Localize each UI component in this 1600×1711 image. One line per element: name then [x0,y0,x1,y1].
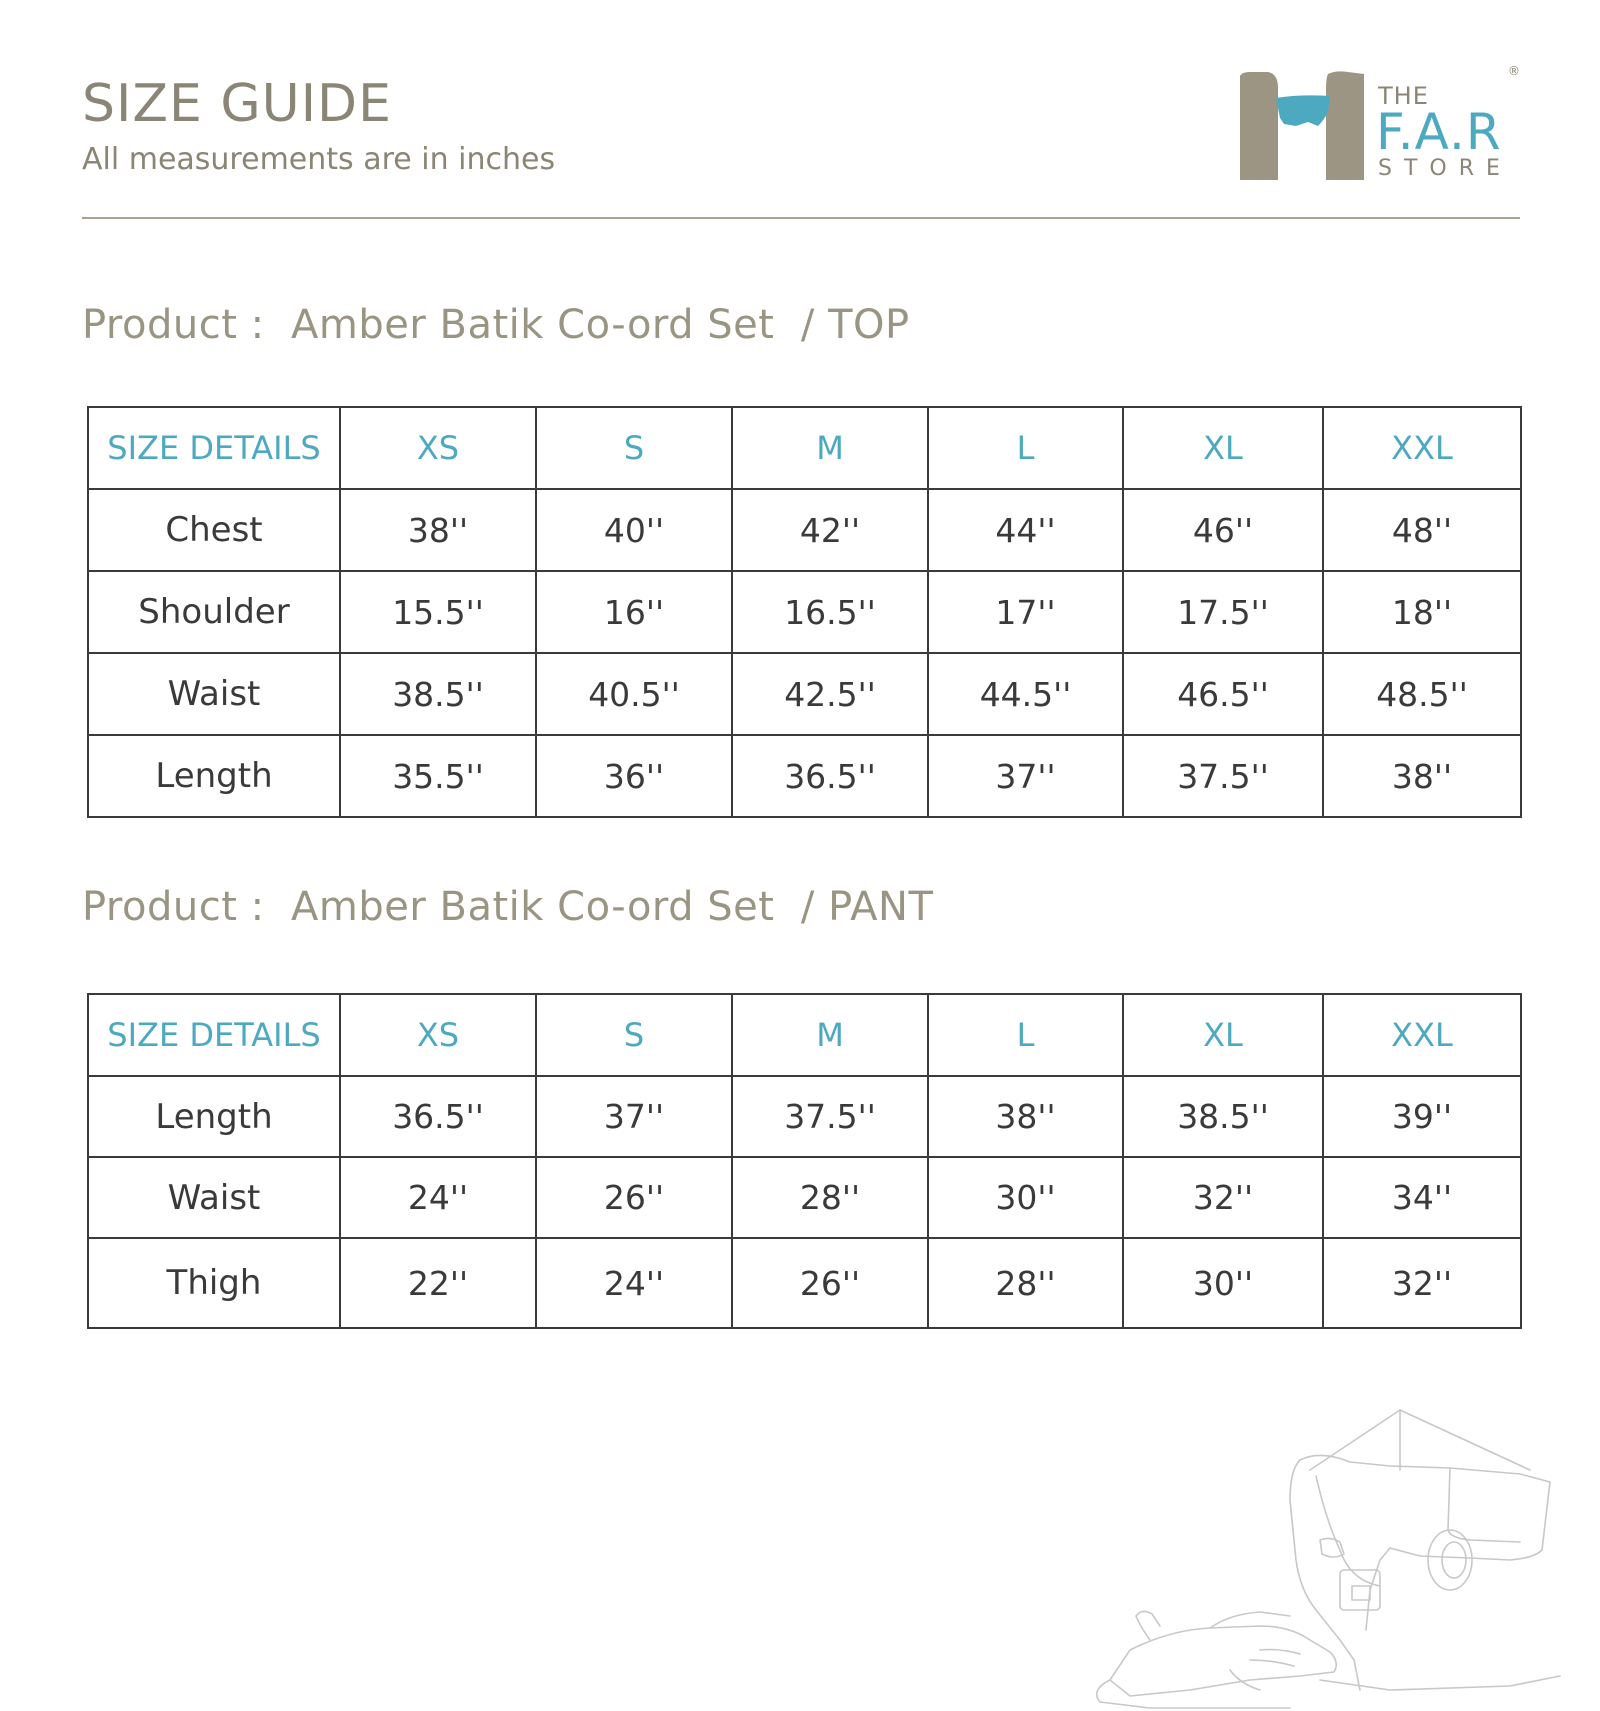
page-subtitle: All measurements are in inches [82,142,556,177]
table-cell: 16'' [536,571,732,653]
table-cell: 26'' [536,1157,732,1238]
header-cell: M [732,407,928,489]
logo-store-text: STORE [1378,156,1512,181]
table-cell: 44'' [928,489,1123,571]
header-cell: L [928,407,1123,489]
table-header-row [88,407,1521,489]
table-cell: 37.5'' [732,1076,928,1157]
sewing-machine-sketch-icon [1090,1390,1600,1711]
page-header [82,72,555,178]
header-cell: XL [1123,994,1323,1076]
logo-far-text: F.A.R [1376,103,1502,161]
table-cell: 39'' [1323,1076,1521,1157]
header-cell: XL [1123,407,1323,489]
table-cell: 42'' [732,489,928,571]
table-row [88,735,1521,817]
header-cell: S [536,994,732,1076]
table-cell: 32'' [1123,1157,1323,1238]
table-cell: 17'' [928,571,1123,653]
table-cell: 18'' [1323,571,1521,653]
header-cell: SIZE DETAILS [88,994,340,1076]
row-label: Thigh [88,1238,340,1328]
row-label: Chest [88,489,340,571]
top-product-title [82,302,910,348]
table-cell: 32'' [1323,1238,1521,1328]
table-cell: 42.5'' [732,653,928,735]
header-cell: XS [340,994,536,1076]
table-cell: 26'' [732,1238,928,1328]
header-cell: XXL [1323,994,1521,1076]
table-header-row [88,994,1521,1076]
table-row [88,1076,1521,1157]
table-cell: 37'' [928,735,1123,817]
table-cell: 34'' [1323,1157,1521,1238]
registered-mark: ® [1508,64,1520,78]
table-row [88,571,1521,653]
table-cell: 35.5'' [340,735,536,817]
header-divider [82,217,1520,219]
header-cell: XS [340,407,536,489]
brand-logo [1238,64,1522,184]
header-cell: M [732,994,928,1076]
pant-product-title [82,884,933,930]
table-cell: 38.5'' [1123,1076,1323,1157]
table-cell: 37.5'' [1123,735,1323,817]
pant-size-table [87,993,1522,1329]
row-label: Shoulder [88,571,340,653]
table-cell: 44.5'' [928,653,1123,735]
table-cell: 16.5'' [732,571,928,653]
table-cell: 46.5'' [1123,653,1323,735]
product-name: Amber Batik Co-ord Set [291,302,775,348]
table-cell: 28'' [928,1238,1123,1328]
product-prefix: Product : [82,884,265,930]
row-label: Length [88,1076,340,1157]
table-cell: 24'' [536,1238,732,1328]
row-label: Waist [88,1157,340,1238]
table-row [88,1157,1521,1238]
table-row [88,489,1521,571]
table-cell: 48'' [1323,489,1521,571]
top-size-table [87,406,1522,818]
table-cell: 38'' [340,489,536,571]
header-cell: XXL [1323,407,1521,489]
table-cell: 40.5'' [536,653,732,735]
table-cell: 15.5'' [340,571,536,653]
table-cell: 36.5'' [340,1076,536,1157]
table-cell: 28'' [732,1157,928,1238]
table-cell: 38'' [1323,735,1521,817]
table-cell: 40'' [536,489,732,571]
header-cell: S [536,407,732,489]
table-row [88,1238,1521,1328]
row-label: Waist [88,653,340,735]
table-cell: 36'' [536,735,732,817]
page-title: SIZE GUIDE [82,74,392,134]
row-label: Length [88,735,340,817]
table-cell: 48.5'' [1323,653,1521,735]
table-cell: 38.5'' [340,653,536,735]
product-part: / PANT [800,884,934,930]
product-prefix: Product : [82,302,265,348]
header-cell: L [928,994,1123,1076]
product-part: / TOP [800,302,910,348]
table-cell: 46'' [1123,489,1323,571]
table-cell: 17.5'' [1123,571,1323,653]
table-cell: 30'' [1123,1238,1323,1328]
table-cell: 24'' [340,1157,536,1238]
table-cell: 22'' [340,1238,536,1328]
table-cell: 30'' [928,1157,1123,1238]
pillar-logo-icon [1238,68,1378,184]
table-cell: 36.5'' [732,735,928,817]
table-row [88,653,1521,735]
logo-the-text: THE [1378,82,1429,110]
header-cell: SIZE DETAILS [88,407,340,489]
table-cell: 38'' [928,1076,1123,1157]
table-cell: 37'' [536,1076,732,1157]
product-name: Amber Batik Co-ord Set [291,884,775,930]
